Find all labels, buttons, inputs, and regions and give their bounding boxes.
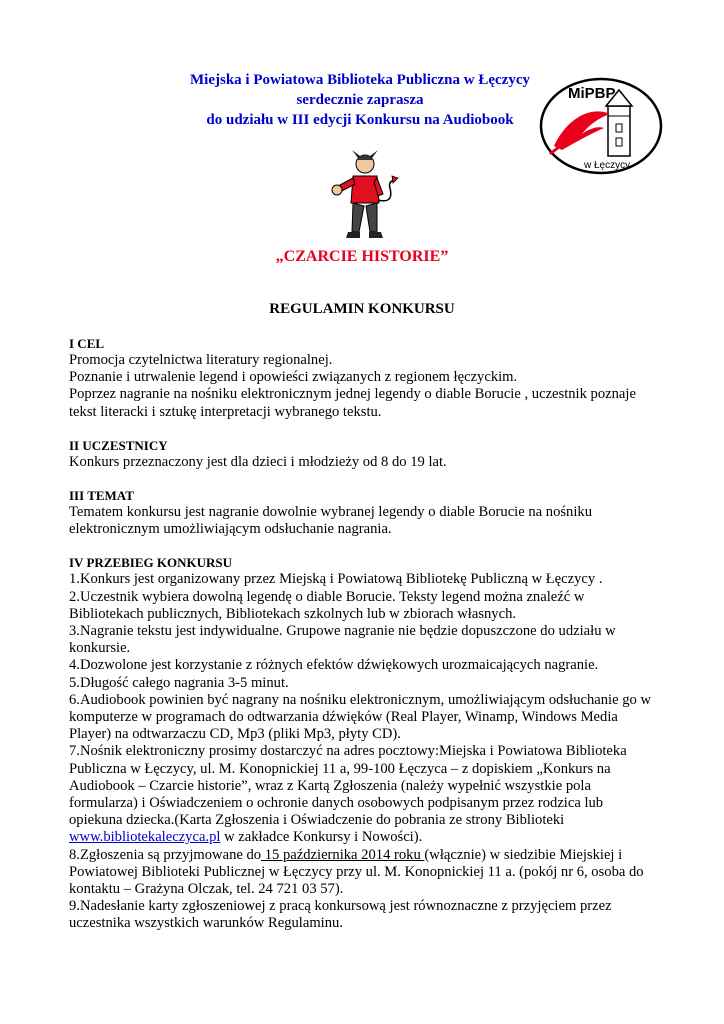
link-suffix-text: w zakładce Konkursy i Nowości). <box>220 829 423 846</box>
body-line: 4.Dozwolone jest korzystanie z różnych efektów dźwiękowych urozmaicających nagranie. <box>69 657 599 674</box>
header-invitation <box>150 70 570 130</box>
event-title: „CZARCIE HISTORIE” <box>275 248 449 265</box>
library-website-link[interactable]: www.bibliotekaleczyca.pl <box>69 829 221 846</box>
body-line: Poprzez nagranie na nośniku elektronicznym jednej legendy o diable Borucie , uczestnik poznaje <box>69 386 636 403</box>
body-line: Player) na odtwarzaczu CD, Mp3 (pliki Mp3, płyty CD). <box>69 726 401 743</box>
header-line-2: serdecznie zaprasza <box>296 92 424 108</box>
deadline-date: 15 października 2014 roku <box>261 846 425 863</box>
body-line: 7.Nośnik elektroniczny prosimy dostarczyć na adres pocztowy:Miejska i Powiatowa Biblioteka <box>69 743 627 760</box>
body-line: Bibliotekach publicznych, Bibliotekach szkolnych lub w zbiorach własnych. <box>69 605 517 622</box>
regulamin-title: REGULAMIN KONKURSU <box>269 301 455 317</box>
body-line: formularza) i Oświadczeniem o ochronie danych osobowych podpisanym przez rodzica lub <box>69 795 604 812</box>
library-logo <box>538 76 664 176</box>
item8-prefix: 8.Zgłoszenia są przyjmowane do <box>69 846 262 863</box>
body-line: Poznanie i utrwalenie legend i opowieści związanych z regionem łęczyckim. <box>69 369 518 386</box>
body-line: elektronicznym umożliwiającym odsłuchanie nagrania. <box>69 521 392 538</box>
body-line: konkursie. <box>69 640 131 657</box>
body-line: uczestnika wszystkich warunków Regulaminu. <box>69 915 343 932</box>
body-line: Tematem konkursu jest nagranie dowolnie wybranej legendy o diable Borucie na nośniku <box>69 504 592 521</box>
body-line: Konkurs przeznaczony jest dla dzieci i młodzieży od 8 do 19 lat. <box>69 453 447 470</box>
body-line: 5.Długość całego nagrania 3-5 minut. <box>69 674 289 691</box>
document-body <box>69 336 659 933</box>
item8-suffix: (włącznie) w siedzibie Miejskiej i <box>424 846 623 863</box>
body-line: 2.Uczestnik wybiera dowolną legendę o diable Borucie. Teksty legend można znaleźć w <box>69 588 585 605</box>
body-line: Promocja czytelnictwa literatury regionalnej. <box>69 352 333 368</box>
body-line: tekst literacki i sztukę interpretacji wybranego tekstu. <box>69 403 382 420</box>
body-line: Powiatowej Biblioteki Publicznej w Łęczycy przy ul. M. Konopnickiej 11 a. (pokój nr 6, osoba do <box>69 863 644 880</box>
body-line: 1.Konkurs jest organizowany przez Miejską i Powiatową Bibliotekę Publiczną w Łęczycy . <box>69 571 603 588</box>
body-line: kontaktu – Grażyna Olczak, tel. 24 721 03 57). <box>69 881 344 898</box>
section-heading-cel: I CEL <box>69 336 105 351</box>
body-line: 9.Nadesłanie karty zgłoszeniowej z pracą konkursową jest równoznaczne z przyjęciem przez <box>69 898 612 915</box>
logo-text-top: MiPBP <box>568 85 616 102</box>
section-heading-uczestnicy: II UCZESTNICY <box>69 437 168 453</box>
body-line-item8 <box>69 847 659 864</box>
logo-text-bottom: w Łęczycy <box>584 160 631 171</box>
section-heading-przebieg: IV PRZEBIEG KONKURSU <box>69 555 233 571</box>
body-line: opiekuna dziecka.(Karta Zgłoszenia i Oświadczenie do pobrania ze strony Biblioteki <box>69 812 565 829</box>
body-line: komputerze w programach do odtwarzania dźwięków (Real Player, Winamp, Windows Media <box>69 709 618 726</box>
header-line-3: do udziału w III edycji Konkursu na Audiobook <box>206 112 514 128</box>
body-line: Publiczna w Łęczycy, ul. M. Konopnickiej 11 a, 99-100 Łęczyca – z dopiskiem „Konkurs na <box>69 760 611 777</box>
devil-illustration <box>328 148 400 243</box>
body-line: 6.Audiobook powinien być nagrany na nośniku elektronicznym, umożliwiającym odsłuchanie go w <box>69 691 651 708</box>
header-line-1: Miejska i Powiatowa Biblioteka Publiczna w Łęczycy <box>190 72 530 88</box>
section-heading-temat: III TEMAT <box>69 488 134 504</box>
body-line: Audiobook – Czarcie historie”, wraz z Kartą Zgłoszenia (należy wypełnić wszystkie pola <box>69 777 591 794</box>
body-line: 3.Nagranie tekstu jest indywidualne. Grupowe nagranie nie będzie dopuszczone do udziału w <box>69 623 616 640</box>
body-line-with-link <box>69 829 659 846</box>
